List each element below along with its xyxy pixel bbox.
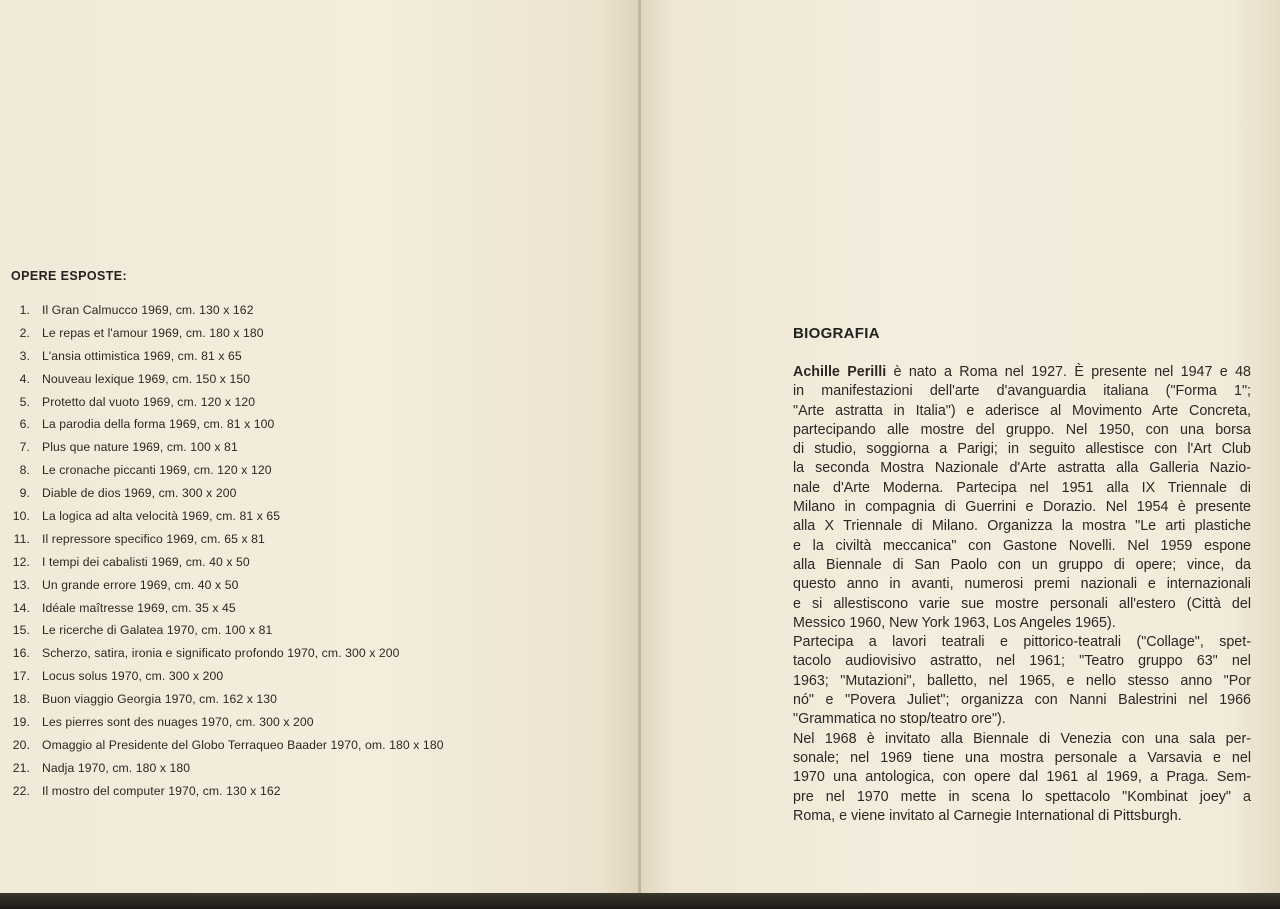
work-number: 9.	[19, 486, 30, 501]
work-description: Un grande errore 1969, cm. 40 x 50	[42, 577, 239, 592]
biography-line: di studio, soggiorna a Parigi; in seguito allestisce con l'Art Club	[793, 441, 1251, 458]
work-number: 4.	[19, 371, 30, 386]
work-description: Protetto dal vuoto 1969, cm. 120 x 120	[42, 394, 256, 409]
work-number: 22.	[12, 783, 30, 798]
biography-line: Roma, e viene invitato al Carnegie International di Pittsburgh.	[793, 807, 1182, 824]
work-description: Il repressore specifico 1969, cm. 65 x 81	[42, 531, 265, 546]
work-number: 2.	[19, 325, 30, 340]
work-number: 3.	[19, 348, 30, 363]
biography-line: la seconda Mostra Nazionale d'Arte astratta alla Galleria Nazio-	[793, 460, 1251, 477]
work-description: L'ansia ottimistica 1969, cm. 81 x 65	[42, 348, 242, 363]
work-description: Diable de dios 1969, cm. 300 x 200	[42, 486, 237, 501]
artist-name: Achille Perilli	[793, 364, 887, 380]
work-description: Plus que nature 1969, cm. 100 x 81	[42, 440, 238, 455]
work-number: 1.	[19, 303, 30, 317]
biography-line: in manifestazioni dell'arte d'avanguardia italiana ("Forma 1";	[793, 383, 1251, 400]
work-number: 21.	[12, 760, 30, 775]
work-description: Idéale maîtresse 1969, cm. 35 x 45	[42, 600, 236, 615]
work-description: Le repas et l'amour 1969, cm. 180 x 180	[42, 325, 264, 340]
biography-line: partecipando alle mostre del gruppo. Nel 1950, con una borsa	[793, 421, 1251, 438]
biography-line: alla Biennale di San Paolo con un gruppo di opere; vince, da	[793, 556, 1251, 573]
biography-line: 1963; "Mutazioni", balletto, nel 1965, e nello stesso anno "Por	[793, 672, 1251, 689]
biography-line: nó" e "Povera Juliet"; organizza con Nanni Balestrini nel 1966	[793, 692, 1251, 709]
bottom-shadow	[0, 893, 1280, 909]
biography-first-line: è nato a Roma nel 1927. È presente nel 1947 e 48	[886, 364, 1251, 380]
work-description: I tempi dei cabalisti 1969, cm. 40 x 50	[42, 554, 250, 569]
work-description: Il Gran Calmucco 1969, cm. 130 x 162	[42, 303, 254, 317]
biography-line: Messico 1960, New York 1963, Los Angeles 1965).	[793, 614, 1116, 631]
work-number: 17.	[12, 669, 30, 684]
work-description: Buon viaggio Georgia 1970, cm. 162 x 130	[42, 692, 278, 707]
work-number: 15.	[12, 623, 30, 638]
biography-line: Partecipa a lavori teatrali e pittorico-teatrali ("Collage", spet-	[793, 634, 1251, 651]
work-description: Le ricerche di Galatea 1970, cm. 100 x 81	[42, 623, 273, 638]
work-number: 18.	[12, 692, 30, 707]
work-description: Omaggio al Presidente del Globo Terraqueo Baader 1970, om. 180 x 180	[42, 737, 444, 752]
work-number: 7.	[19, 440, 30, 455]
work-description: Les pierres sont des nuages 1970, cm. 300 x 200	[42, 715, 314, 730]
work-description: Nadja 1970, cm. 180 x 180	[42, 760, 191, 775]
biography-line: tacolo audiovisivo astratto, nel 1961; "Teatro gruppo 63" nel	[793, 653, 1251, 670]
work-number: 19.	[12, 715, 30, 730]
work-number: 14.	[12, 600, 30, 615]
biography-heading: BIOGRAFIA	[793, 325, 880, 342]
biography-line: alla X Triennale di Milano. Organizza la mostra "Le arti plastiche	[793, 518, 1251, 535]
biography-line: Nel 1968 è invitato alla Biennale di Venezia con una sala per-	[793, 730, 1251, 747]
biography-line: sonale; nel 1969 tiene una mostra personale a Varsavia e nel	[793, 749, 1251, 766]
work-number: 13.	[12, 577, 30, 592]
biography-line: Milano in compagnia di Guerrini e Dorazio. Nel 1954 è presente	[793, 499, 1251, 516]
work-number: 8.	[19, 463, 30, 478]
biography-line: pre nel 1970 mette in scena lo spettacolo "Kombinat joey" a	[793, 788, 1251, 805]
biography-text	[793, 363, 1251, 826]
left-page	[0, 0, 640, 900]
biography-line: questo anno in avanti, numerosi premi nazionali e internazionali	[793, 576, 1251, 593]
biography-line: 1970 una antologica, con opere dal 1961 al 1969, a Praga. Sem-	[793, 769, 1251, 786]
work-number: 16.	[12, 646, 30, 661]
work-number: 11.	[13, 531, 30, 546]
biography-line: nale d'Arte Moderna. Partecipa nel 1951 alla IX Triennale di	[793, 479, 1251, 496]
biography-line	[793, 363, 1251, 382]
biography-line: e la civiltà meccanica" con Gastone Novelli. Nel 1959 espone	[793, 537, 1251, 554]
work-number: 10.	[12, 509, 30, 524]
work-description: Nouveau lexique 1969, cm. 150 x 150	[42, 371, 251, 386]
work-number: 6.	[19, 417, 30, 432]
work-description: La logica ad alta velocità 1969, cm. 81 x 65	[42, 509, 281, 524]
work-description: La parodia della forma 1969, cm. 81 x 100	[42, 417, 275, 432]
work-number: 20.	[12, 737, 30, 752]
biography-line: e si allestiscono varie sue mostre personali all'estero (Città del	[793, 595, 1251, 612]
biography-line: "Arte astratta in Italia") e aderisce al Movimento Arte Concreta,	[793, 402, 1251, 419]
works-heading: OPERE ESPOSTE:	[11, 269, 128, 283]
biography-line: "Grammatica no stop/teatro ore").	[793, 711, 1006, 728]
work-description: Il mostro del computer 1970, cm. 130 x 162	[42, 783, 281, 798]
work-description: Le cronache piccanti 1969, cm. 120 x 120	[42, 463, 272, 478]
work-number: 12.	[12, 554, 30, 569]
work-description: Scherzo, satira, ironia e significato profondo 1970, cm. 300 x 200	[42, 646, 400, 661]
work-number: 5.	[19, 394, 30, 409]
work-description: Locus solus 1970, cm. 300 x 200	[42, 669, 224, 684]
